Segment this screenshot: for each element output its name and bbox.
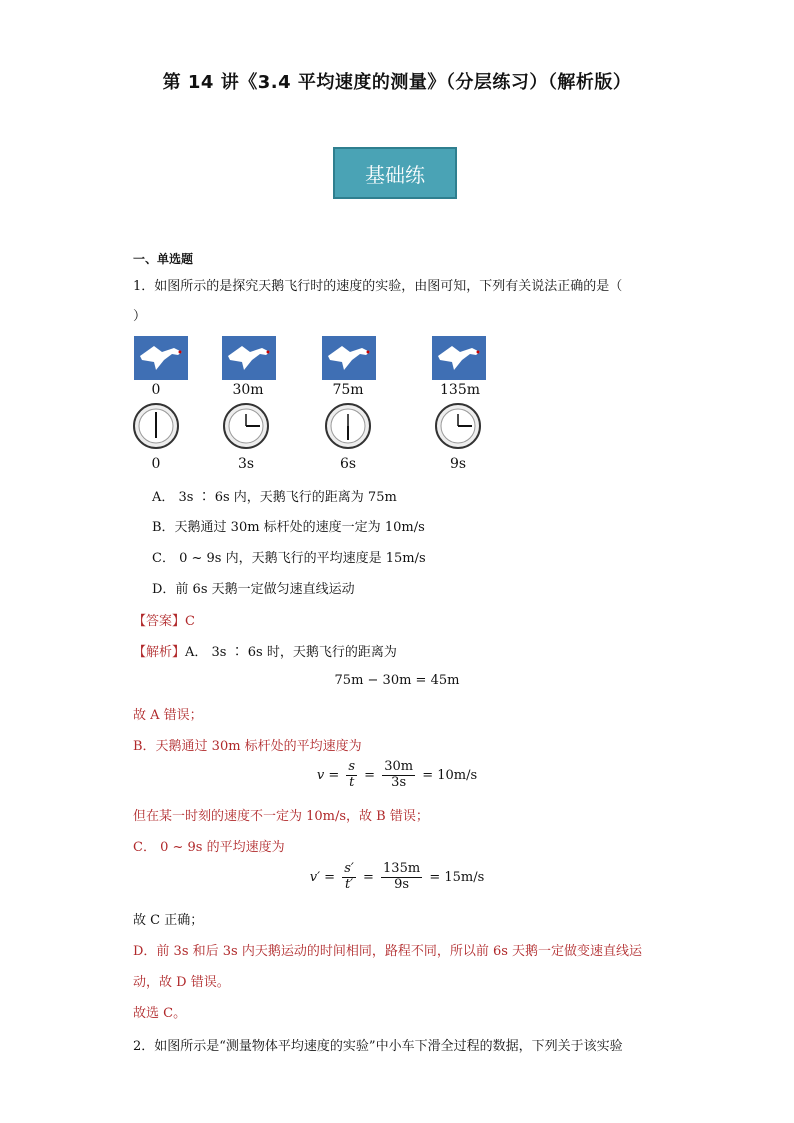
numerator: 30m xyxy=(384,759,414,774)
analysis-final: 故选 C。 xyxy=(133,1006,187,1021)
eq-sign: = xyxy=(362,869,374,885)
denominator: t xyxy=(349,774,355,790)
q1-option-d: D．前 6s 天鹅一定做匀速直线运动 xyxy=(152,582,355,597)
eq-lhs: v′ xyxy=(309,869,321,885)
eq-sign: = xyxy=(364,767,376,783)
analysis-a-line xyxy=(133,641,397,660)
time-label: 6s xyxy=(339,456,357,472)
swan-icon xyxy=(432,336,486,380)
clock-icon xyxy=(324,402,372,450)
answer-value: C xyxy=(185,614,195,629)
eq-lhs: v xyxy=(316,767,325,783)
distance-label: 75m xyxy=(332,382,364,398)
swan-icon xyxy=(322,336,376,380)
denominator: 9s xyxy=(394,876,410,892)
time-label: 9s xyxy=(449,456,467,472)
numerator: 135m xyxy=(383,861,421,876)
q1-answer xyxy=(133,610,195,629)
fraction xyxy=(346,760,357,791)
fraction xyxy=(342,862,356,893)
analysis-a-text: A． 3s ∶ 6s 时，天鹅飞行的距离为 xyxy=(185,645,397,660)
analysis-c-line: C． 0 ~ 9s 的平均速度为 xyxy=(133,840,285,855)
swan-icon xyxy=(222,336,276,380)
clock-icon xyxy=(132,402,180,450)
fraction xyxy=(382,760,415,791)
distance-label: 30m xyxy=(232,382,264,398)
eq-rhs: = 15m/s xyxy=(429,869,485,885)
q1-option-a: A． 3s ∶ 6s 内，天鹅飞行的距离为 75m xyxy=(152,490,397,505)
analysis-label: 【解析】 xyxy=(133,645,186,660)
analysis-d-line1: D．前 3s 和后 3s 内天鹅运动的时间相同，路程不同，所以前 6s 天鹅一定做变速直线运 xyxy=(133,944,643,959)
numerator: s′ xyxy=(344,861,354,876)
fraction xyxy=(381,862,422,893)
section-badge: 基础练 xyxy=(333,147,457,199)
q1-stem-line1: 1．如图所示的是探究天鹅飞行时的速度的实验，由图可知，下列有关说法正确的是（ xyxy=(133,279,623,294)
answer-label: 【答案】 xyxy=(133,614,186,629)
analysis-c-conclusion: 故 C 正确； xyxy=(133,913,204,928)
analysis-a-equation: 75m − 30m = 45m xyxy=(334,673,460,688)
distance-label: 0 xyxy=(151,382,161,398)
analysis-b-equation xyxy=(0,760,794,791)
clock-icon xyxy=(222,402,270,450)
time-label: 3s xyxy=(237,456,255,472)
section-heading: 一、单选题 xyxy=(133,252,194,266)
distance-label: 135m xyxy=(440,382,480,398)
eq-rhs: = 10m/s xyxy=(422,767,478,783)
q1-stem-line2: ） xyxy=(133,309,147,324)
eq-sign: = xyxy=(324,869,336,885)
denominator: t′ xyxy=(344,876,354,892)
analysis-b-conclusion: 但在某一时刻的速度不一定为 10m/s，故 B 错误； xyxy=(133,809,429,824)
page-title: 第 14 讲《3.4 平均速度的测量》（分层练习）（解析版） xyxy=(162,72,632,93)
q1-option-b: B．天鹅通过 30m 标杆处的速度一定为 10m/s xyxy=(152,520,425,535)
analysis-d-line2: 动，故 D 错误。 xyxy=(133,975,230,990)
time-label: 0 xyxy=(151,456,161,472)
swan-icon xyxy=(134,336,188,380)
analysis-a-conclusion: 故 A 错误； xyxy=(133,708,203,723)
eq-sign: = xyxy=(328,767,340,783)
q1-figure xyxy=(130,334,490,474)
denominator: 3s xyxy=(391,774,407,790)
analysis-c-equation xyxy=(0,862,794,893)
q1-option-c: C． 0 ~ 9s 内，天鹅飞行的平均速度是 15m/s xyxy=(152,551,426,566)
q2-stem-line1: 2．如图所示是“测量物体平均速度的实验”中小车下滑全过程的数据，下列关于该实验 xyxy=(133,1039,623,1054)
numerator: s xyxy=(348,759,356,774)
analysis-b-line: B．天鹅通过 30m 标杆处的平均速度为 xyxy=(133,739,362,754)
clock-icon xyxy=(434,402,482,450)
